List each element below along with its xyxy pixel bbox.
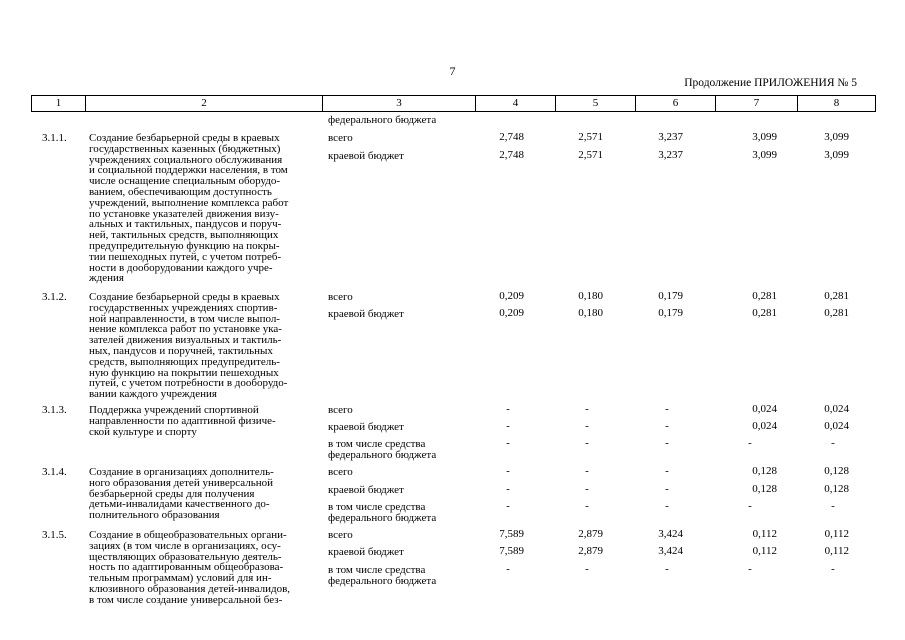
row-code: 3.1.2. <box>42 291 67 303</box>
value-col-6: 3,237 <box>658 149 683 161</box>
value-col-6: 3,237 <box>658 131 683 143</box>
value-col-6: - <box>665 483 669 495</box>
source-label: всего <box>328 132 353 144</box>
value-col-5: 2,879 <box>578 545 603 557</box>
value-col-4: 7,589 <box>499 545 524 557</box>
value-col-5: 2,571 <box>578 149 603 161</box>
value-col-8: 3,099 <box>824 131 849 143</box>
value-col-6: - <box>665 403 669 415</box>
value-col-8: 3,099 <box>824 149 849 161</box>
value-col-4: - <box>506 563 510 575</box>
value-col-8: 0,112 <box>824 545 849 557</box>
value-col-7: 3,099 <box>752 149 777 161</box>
value-col-6: - <box>665 500 669 512</box>
value-col-4: 7,589 <box>499 528 524 540</box>
source-label: всего <box>328 466 353 478</box>
value-col-7: - <box>748 563 752 575</box>
value-col-4: 0,209 <box>499 290 524 302</box>
row-title: Создание в общеобразовательных органи- зациях (в том числе в организациях, осу- ществляющих образовательную деятель- ность по адаптированным общеобразова- тельным программам) условий для ин- клюзивного образования детей-инвалидов, в том числе создание универсальной без- <box>89 529 291 606</box>
value-col-8: 0,024 <box>824 403 849 415</box>
value-col-8: 0,281 <box>824 307 849 319</box>
source-label: в том числе средства федерального бюджета <box>328 564 437 587</box>
value-col-8: 0,128 <box>824 483 849 495</box>
source-label: краевой бюджет <box>328 150 404 162</box>
value-col-5: - <box>585 437 589 449</box>
value-col-7: 0,024 <box>752 420 777 432</box>
source-label: всего <box>328 291 353 303</box>
value-col-5: - <box>585 483 589 495</box>
value-col-4: - <box>506 420 510 432</box>
column-header-6: 6 <box>635 96 715 111</box>
source-label: краевой бюджет <box>328 484 404 496</box>
value-col-6: - <box>665 465 669 477</box>
value-col-8: 0,024 <box>824 420 849 432</box>
value-col-5: - <box>585 420 589 432</box>
value-col-5: 0,180 <box>578 307 603 319</box>
value-col-7: 0,112 <box>752 545 777 557</box>
value-col-6: 0,179 <box>658 290 683 302</box>
value-col-7: 0,128 <box>752 465 777 477</box>
value-col-8: - <box>831 437 835 449</box>
source-label: краевой бюджет <box>328 546 404 558</box>
value-col-4: - <box>506 500 510 512</box>
continuation-heading: Продолжение ПРИЛОЖЕНИЯ № 5 <box>684 77 857 89</box>
value-col-7: 0,281 <box>752 307 777 319</box>
value-col-6: 0,179 <box>658 307 683 319</box>
column-header-4: 4 <box>475 96 555 111</box>
source-label: в том числе средства федерального бюджета <box>328 438 437 461</box>
value-col-4: 2,748 <box>499 131 524 143</box>
value-col-7: - <box>748 500 752 512</box>
value-col-8: - <box>831 563 835 575</box>
value-col-8: 0,128 <box>824 465 849 477</box>
value-col-7: 0,128 <box>752 483 777 495</box>
value-col-7: 0,024 <box>752 403 777 415</box>
column-header-5: 5 <box>555 96 635 111</box>
value-col-7: 0,112 <box>752 528 777 540</box>
column-header-3: 3 <box>322 96 475 111</box>
table-header-row <box>31 95 876 112</box>
row-code: 3.1.4. <box>42 466 67 478</box>
value-col-5: 2,879 <box>578 528 603 540</box>
column-header-1: 1 <box>55 97 62 109</box>
row-title: Создание в организациях дополнитель- ного образования детей универсальной безбарьерной среды для получения детьми-инвалидами качественного до- полнительного образования <box>89 466 274 522</box>
value-col-5: - <box>585 500 589 512</box>
value-col-4: 2,748 <box>499 149 524 161</box>
column-header-7: 7 <box>715 96 797 111</box>
source-label: всего <box>328 404 353 416</box>
value-col-4: - <box>506 465 510 477</box>
carryover-source-label: федерального бюджета <box>328 114 437 126</box>
value-col-7: 0,281 <box>752 290 777 302</box>
value-col-8: 0,112 <box>824 528 849 540</box>
value-col-4: - <box>506 483 510 495</box>
source-label: краевой бюджет <box>328 308 404 320</box>
value-col-4: - <box>506 403 510 415</box>
column-header-2: 2 <box>85 96 322 111</box>
value-col-8: - <box>831 500 835 512</box>
row-title: Создание безбарьерной среды в краевых государственных учреждениях спортив- ной направленности, в том числе выпол- нение комплекса работ по установке ука- зателей движения визуальных и тактиль- ных, пандусов и поручней, тактильных средств, выполняющих предупредитель- ную функцию на покрытии пешеходных путей, с учетом потребности в дооборудо- вании каждого учреждения <box>89 291 288 401</box>
value-col-6: 3,424 <box>658 545 683 557</box>
row-code: 3.1.3. <box>42 404 67 416</box>
source-label: краевой бюджет <box>328 421 404 433</box>
value-col-4: - <box>506 437 510 449</box>
value-col-5: 0,180 <box>578 290 603 302</box>
value-col-6: - <box>665 420 669 432</box>
row-title: Поддержка учреждений спортивной направленности по адаптивной физиче- ской культуре и спорту <box>89 404 276 438</box>
row-code: 3.1.5. <box>42 529 67 541</box>
row-title: Создание безбарьерной среды в краевых государственных казенных (бюджетных) учреждениях социального обслуживания и социальной поддержки населения, в том числе оснащение специальным оборудо- ванием, обеспечивающим доступность учреждений, выполнение комплекса работ по установке указателей движения визу- альных и тактильных, пандусов и поруч- ней, тактильных средств, выполняющих предупредительную функцию на покры- тии пешеходных путей, с учетом потреб- ности в дооборудовании каждого учре- ждения <box>89 132 289 285</box>
value-col-6: 3,424 <box>658 528 683 540</box>
column-header-8: 8 <box>797 96 875 111</box>
value-col-6: - <box>665 563 669 575</box>
page-number: 7 <box>449 64 456 78</box>
source-label: всего <box>328 529 353 541</box>
value-col-5: - <box>585 403 589 415</box>
value-col-7: - <box>748 437 752 449</box>
value-col-6: - <box>665 437 669 449</box>
value-col-5: - <box>585 465 589 477</box>
value-col-5: 2,571 <box>578 131 603 143</box>
source-label: в том числе средства федерального бюджета <box>328 501 437 524</box>
value-col-8: 0,281 <box>824 290 849 302</box>
row-code: 3.1.1. <box>42 132 67 144</box>
value-col-4: 0,209 <box>499 307 524 319</box>
value-col-7: 3,099 <box>752 131 777 143</box>
value-col-5: - <box>585 563 589 575</box>
